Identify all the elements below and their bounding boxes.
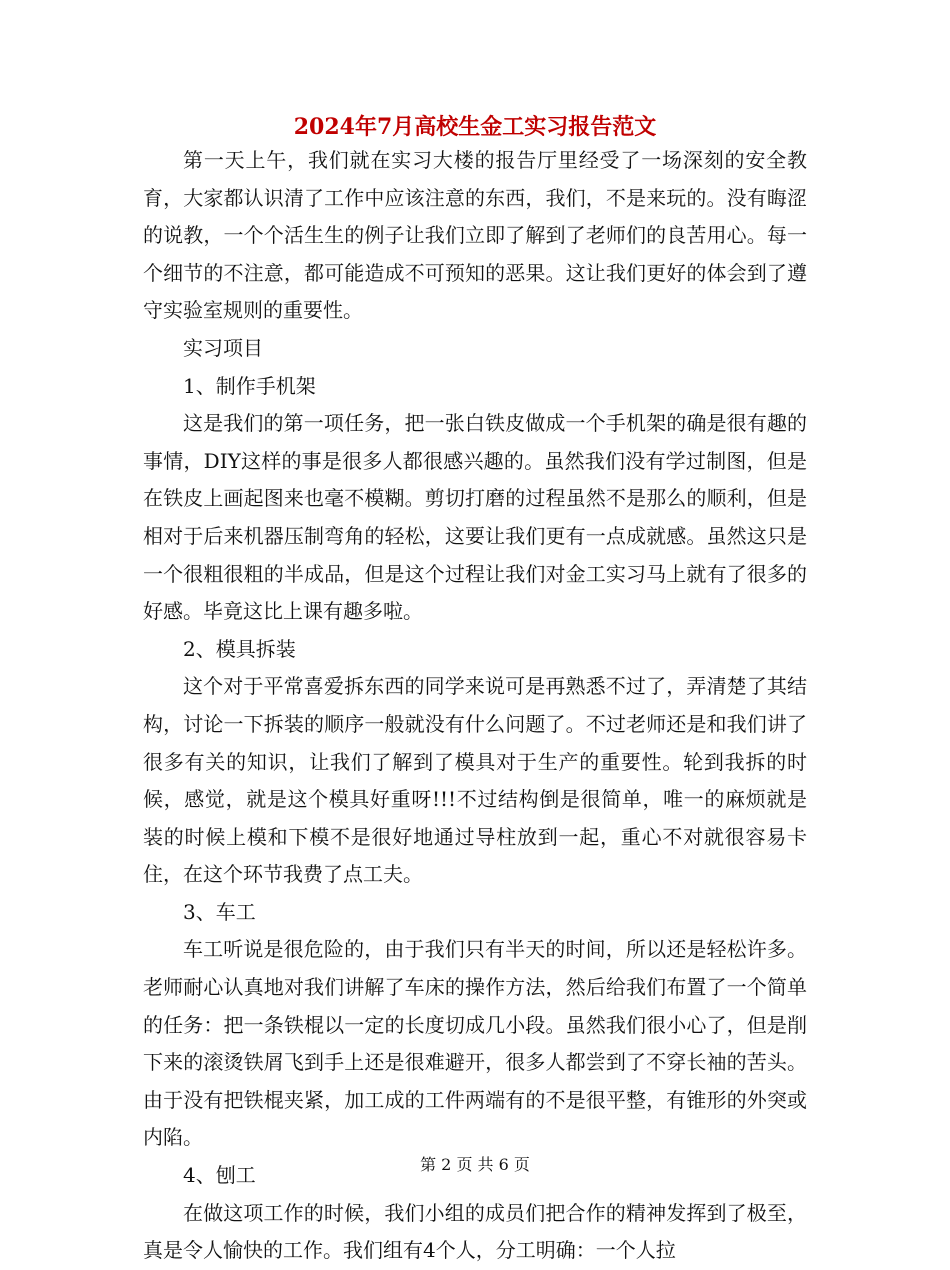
section-heading: 4、刨工 <box>183 1163 256 1188</box>
paragraph: 第一天上午，我们就在实习大楼的报告厅里经受了一场深刻的安全教育，大家都认识清了工作中应该注意的东西，我们，不是来玩的。没有晦涩的说教，一个个活生生的例子让我们立即了解到了老师们的良苦用心。每一个细节的不注意，都可能造成不可预知的恶果。这让我们更好的体会到了遵守实验室规则的重要性。 <box>143 148 807 323</box>
paragraph: 在做这项工作的时候，我们小组的成员们把合作的精神发挥到了极至，真是令人愉快的工作。我们组有4个人，分工明确：一个人拉 <box>143 1200 807 1263</box>
section-heading: 3、车工 <box>183 899 256 924</box>
section-heading: 实习项目 <box>183 335 263 360</box>
section-heading: 2、模具拆装 <box>183 636 296 661</box>
section-heading: 1、制作手机架 <box>183 373 316 398</box>
document-body <box>143 142 807 1270</box>
paragraph: 车工听说是很危险的，由于我们只有半天的时间，所以还是轻松许多。老师耐心认真地对我们讲解了车床的操作方法，然后给我们布置了一个简单的任务：把一条铁棍以一定的长度切成几小段。虽然我们很小心了，但是削下来的滚烫铁屑飞到手上还是很难避开，很多人都尝到了不穿长袖的苦头。由于没有把铁棍夹紧，加工成的工件两端有的不是很平整，有锥形的外突或内陷。 <box>143 937 807 1150</box>
paragraph: 这个对于平常喜爱拆东西的同学来说可是再熟悉不过了，弄清楚了其结构，讨论一下拆装的顺序一般就没有什么问题了。不过老师还是和我们讲了很多有关的知识，让我们了解到了模具对于生产的重要性。轮到我拆的时候，感觉，就是这个模具好重呀!!!不过结构倒是很简单，唯一的麻烦就是装的时候上模和下模不是很好地通过导柱放到一起，重心不对就很容易卡住，在这个环节我费了点工夫。 <box>143 674 807 887</box>
page-title: 2024年7月高校生金工实习报告范文 <box>293 114 657 140</box>
paragraph: 这是我们的第一项任务，把一张白铁皮做成一个手机架的确是很有趣的事情，DIY这样的事是很多人都很感兴趣的。虽然我们没有学过制图，但是在铁皮上画起图来也毫不模糊。剪切打磨的过程虽然不是那么的顺利，但是相对于后来机器压制弯角的轻松，这要让我们更有一点成就感。虽然这只是一个很粗很粗的半成品，但是这个过程让我们对金工实习马上就有了很多的好感。毕竟这比上课有趣多啦。 <box>143 411 807 624</box>
page-footer: 第 2 页 共 6 页 <box>420 1155 530 1174</box>
